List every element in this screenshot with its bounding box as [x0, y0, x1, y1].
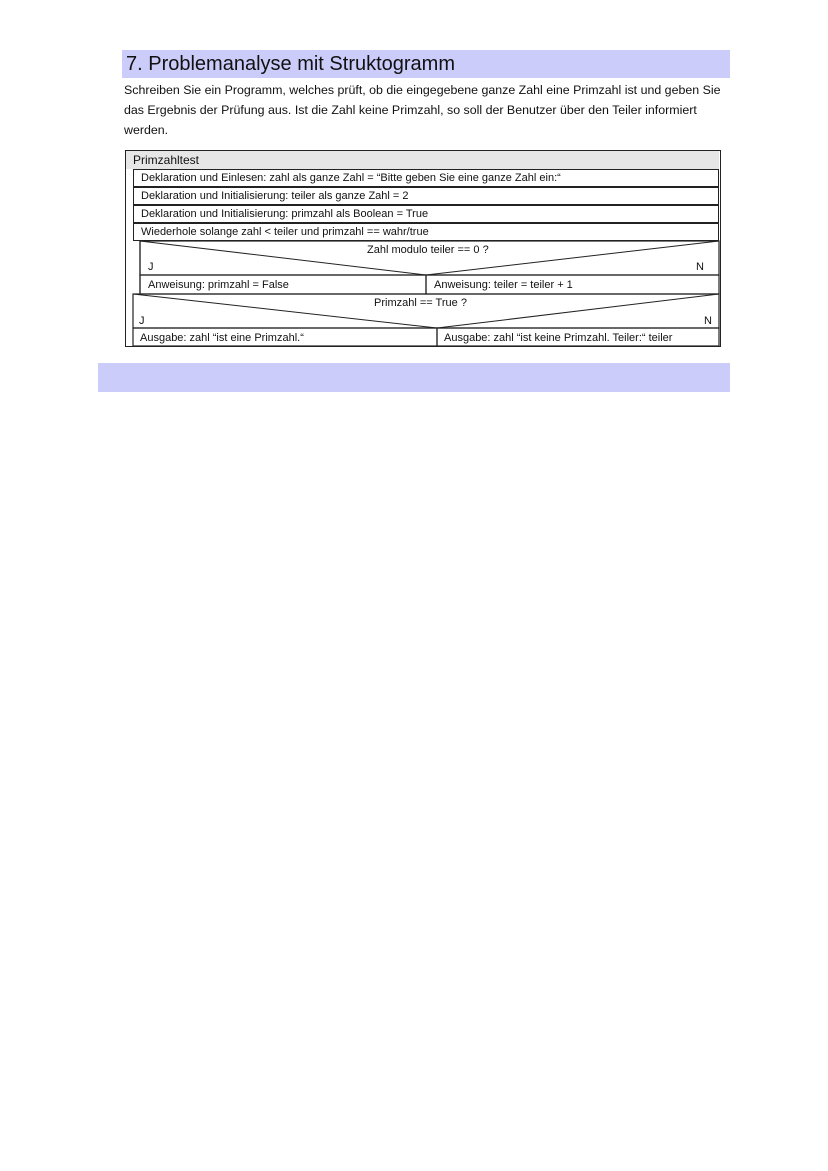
loop-header: Wiederhole solange zahl < teiler und primzahl == wahr/true — [133, 223, 719, 241]
step-declare-input: Deklaration und Einlesen: zahl als ganze Zahl = “Bitte geben Sie eine ganze Zahl ein:“ — [133, 169, 719, 187]
step-init-flag: Deklaration und Initialisierung: primzahl als Boolean = True — [133, 205, 719, 223]
inner-no-action: Anweisung: teiler = teiler + 1 — [434, 279, 573, 291]
next-section-bar — [98, 363, 730, 392]
outer-condition: Primzahl == True ? — [374, 297, 467, 309]
outer-yes-label: J — [139, 315, 145, 327]
intro-paragraph: Schreiben Sie ein Programm, welches prüft, ob die eingegebene ganze Zahl eine Primzahl ist und geben Sie das Ergebnis der Prüfung aus. Ist die Zahl keine Primzahl, so soll der Benutzer über den Teiler informiert werden. — [124, 83, 721, 137]
structogram-title: Primzahltest — [126, 151, 719, 169]
outer-no-action: Ausgabe: zahl “ist keine Primzahl. Teiler:“ teiler — [444, 332, 673, 344]
outer-no-label: N — [704, 315, 712, 327]
inner-yes-action: Anweisung: primzahl = False — [148, 279, 289, 291]
inner-yes-label: J — [148, 261, 154, 273]
structogram — [125, 150, 721, 347]
section-heading: 7. Problemanalyse mit Struktogramm — [126, 53, 456, 75]
inner-no-label: N — [696, 261, 704, 273]
outer-yes-action: Ausgabe: zahl “ist eine Primzahl.“ — [140, 332, 304, 344]
inner-condition: Zahl modulo teiler == 0 ? — [367, 244, 489, 256]
step-init-divisor: Deklaration und Initialisierung: teiler als ganze Zahl = 2 — [133, 187, 719, 205]
